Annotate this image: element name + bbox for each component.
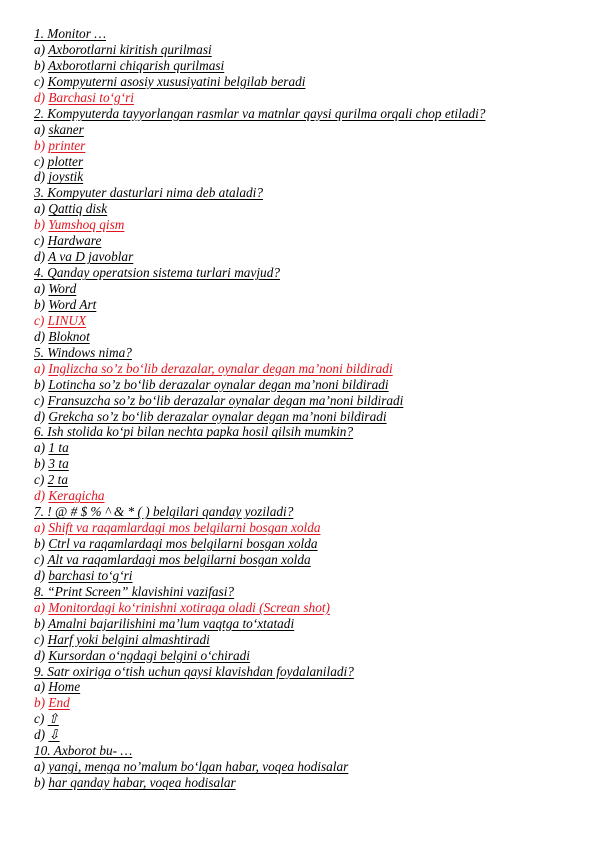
option-text: Yumshoq qism	[48, 217, 125, 233]
question-text: 9. Satr oxiriga o‘tish uchun qaysi klavishdan foydalaniladi?	[34, 663, 354, 679]
option-text: Alt va raqamlardagi mos belgilarni bosgan xolda	[47, 551, 311, 567]
answer-option	[34, 329, 574, 345]
option-text: Word	[48, 281, 77, 296]
question-3	[34, 185, 574, 201]
question-text: 6. Ish stolida ko‘pi bilan nechta papka hosil qilsih mumkin?	[34, 424, 354, 440]
option-text: Kompyuterni asosiy xususiyatini belgilab beradi	[47, 73, 306, 89]
question-10	[34, 743, 574, 759]
option-letter: d)	[34, 89, 46, 105]
answer-option-correct	[34, 90, 574, 106]
option-text: A va D javoblar	[48, 249, 134, 265]
answer-option	[34, 154, 574, 170]
option-text: Inglizcha so’z bo‘lib derazalar, oynalar degan ma’noni bildiradi	[48, 360, 393, 376]
option-letter: b)	[34, 775, 46, 791]
option-letter: b)	[34, 376, 46, 392]
option-text: ⇩	[48, 727, 60, 743]
question-text: 3. Kompyuter dasturlari nima deb ataladi?	[34, 185, 264, 201]
question-text: 10. Axborot bu- …	[34, 743, 133, 759]
option-letter: d)	[34, 249, 46, 265]
option-letter: a)	[34, 599, 46, 615]
option-text: Fransuzcha so’z bo‘lib derazalar oynalar degan ma’noni bildiradi	[47, 392, 404, 408]
option-letter: a)	[34, 201, 46, 217]
option-text: 1 ta	[48, 440, 69, 456]
question-text: 2. Kompyuterda tayyorlangan rasmlar va matnlar qaysi qurilma orqali chop etiladi?	[34, 105, 486, 121]
answer-option	[34, 679, 574, 695]
answer-option	[34, 201, 574, 217]
option-text: 2 ta	[47, 472, 68, 488]
answer-option	[34, 648, 574, 664]
option-text: Bloknot	[48, 328, 90, 344]
option-letter: b)	[34, 536, 46, 551]
option-text: yangi, menga no’malum bo‘lgan habar, voqea hodisalar	[48, 759, 349, 775]
option-letter: a)	[34, 360, 46, 376]
option-text: har qanday habar, voqea hodisalar	[48, 775, 236, 791]
question-4	[34, 265, 574, 281]
question-text: 7. ! @ # $ % ^ & * ( ) belgilari qanday yoziladi?	[34, 504, 294, 520]
option-letter: c)	[34, 153, 45, 169]
option-text: Grekcha so’z bo‘lib derazalar oynalar degan ma’noni bildiradi	[48, 408, 387, 424]
option-letter: c)	[34, 551, 45, 567]
answer-option	[34, 377, 574, 393]
answer-option	[34, 759, 574, 775]
question-6	[34, 424, 574, 440]
answer-option	[34, 552, 574, 568]
option-text: Axborotlarni kiritish qurilmasi	[48, 41, 212, 57]
question-1	[34, 26, 574, 42]
option-letter: a)	[34, 281, 46, 296]
answer-option-correct	[34, 361, 574, 377]
option-text: Lotincha so’z bo‘lib derazalar oynalar degan ma’noni bildiradi	[48, 376, 389, 392]
option-text: Barchasi to‘g‘ri	[48, 89, 134, 105]
option-text: Axborotlarni chiqarish qurilmasi	[48, 57, 225, 73]
option-letter: d)	[34, 408, 46, 424]
option-letter: d)	[34, 647, 46, 663]
option-letter: b)	[34, 217, 46, 233]
option-text: Harf yoki belgini almashtiradi	[47, 631, 210, 647]
answer-option	[34, 249, 574, 265]
option-text: End	[48, 695, 70, 711]
answer-option	[34, 568, 574, 584]
question-text: 8. “Print Screen” klavishini vazifasi?	[34, 583, 235, 599]
answer-option	[34, 775, 574, 791]
answer-option	[34, 632, 574, 648]
answer-option	[34, 233, 574, 249]
question-8	[34, 584, 574, 600]
option-text: joystik	[48, 169, 84, 185]
question-text: 4. Qanday operatsion sistema turlari mavjud?	[34, 265, 280, 281]
option-letter: a)	[34, 679, 46, 695]
question-5	[34, 345, 574, 361]
answer-option-correct	[34, 600, 574, 616]
option-letter: c)	[34, 631, 45, 647]
option-letter: a)	[34, 759, 46, 775]
answer-option-correct	[34, 520, 574, 536]
answer-option	[34, 42, 574, 58]
answer-option-correct	[34, 217, 574, 233]
answer-option	[34, 616, 574, 632]
answer-option	[34, 393, 574, 409]
option-text: Keragicha	[48, 488, 105, 504]
answer-option	[34, 122, 574, 138]
answer-option-correct	[34, 313, 574, 329]
answer-option-correct	[34, 695, 574, 711]
question-7	[34, 504, 574, 520]
option-letter: b)	[34, 695, 46, 711]
option-text: Hardware	[47, 233, 102, 249]
answer-option	[34, 727, 574, 743]
option-letter: b)	[34, 137, 46, 153]
option-letter: d)	[34, 169, 46, 185]
option-text: Amalni bajarilishini ma’lum vaqtga to‘xtatadi	[48, 615, 295, 631]
option-text: Ctrl va raqamlardagi mos belgilarni bosgan xolda	[48, 536, 318, 551]
answer-option	[34, 169, 574, 185]
option-letter: c)	[34, 711, 45, 727]
question-text: 5. Windows nima?	[34, 344, 132, 360]
option-letter: c)	[34, 73, 45, 89]
answer-option	[34, 58, 574, 74]
option-text: barchasi to‘g‘ri	[48, 567, 133, 583]
answer-option	[34, 711, 574, 727]
option-text: 3 ta	[48, 456, 69, 472]
option-letter: c)	[34, 472, 45, 488]
quiz-document	[34, 26, 574, 791]
option-text: Kursordan o‘ngdagi belgini o‘chiradi	[48, 647, 250, 663]
option-text: Home	[48, 679, 81, 695]
option-text: Monitordagi ko‘rinishni xotiraga oladi (Screan shot)	[48, 599, 330, 615]
option-text: Word Art	[48, 296, 97, 312]
answer-option	[34, 281, 574, 297]
option-text: plotter	[47, 153, 84, 169]
option-letter: d)	[34, 727, 46, 743]
option-letter: c)	[34, 392, 45, 408]
option-text: printer	[48, 137, 86, 153]
option-text: skaner	[48, 121, 84, 137]
option-letter: a)	[34, 121, 46, 137]
option-text: Qattiq disk	[48, 201, 108, 217]
option-letter: c)	[34, 312, 45, 328]
option-letter: b)	[34, 57, 46, 73]
option-letter: b)	[34, 456, 46, 472]
answer-option	[34, 440, 574, 456]
option-letter: d)	[34, 567, 46, 583]
answer-option	[34, 472, 574, 488]
answer-option	[34, 456, 574, 472]
answer-option-correct	[34, 138, 574, 154]
answer-option	[34, 409, 574, 425]
option-letter: c)	[34, 233, 45, 249]
option-letter: d)	[34, 488, 46, 504]
option-text: ⇧	[47, 711, 59, 727]
question-text: 1. Monitor …	[34, 26, 107, 41]
option-letter: a)	[34, 41, 46, 57]
answer-option-correct	[34, 488, 574, 504]
answer-option	[34, 297, 574, 313]
option-letter: a)	[34, 440, 46, 456]
option-letter: d)	[34, 328, 46, 344]
option-letter: b)	[34, 296, 46, 312]
question-2	[34, 106, 574, 122]
option-letter: b)	[34, 615, 46, 631]
answer-option	[34, 536, 574, 552]
option-text: Shift va raqamlardagi mos belgilarni bosgan xolda	[48, 520, 321, 536]
answer-option	[34, 74, 574, 90]
option-letter: a)	[34, 520, 46, 536]
question-9	[34, 664, 574, 680]
option-text: LINUX	[47, 312, 87, 328]
